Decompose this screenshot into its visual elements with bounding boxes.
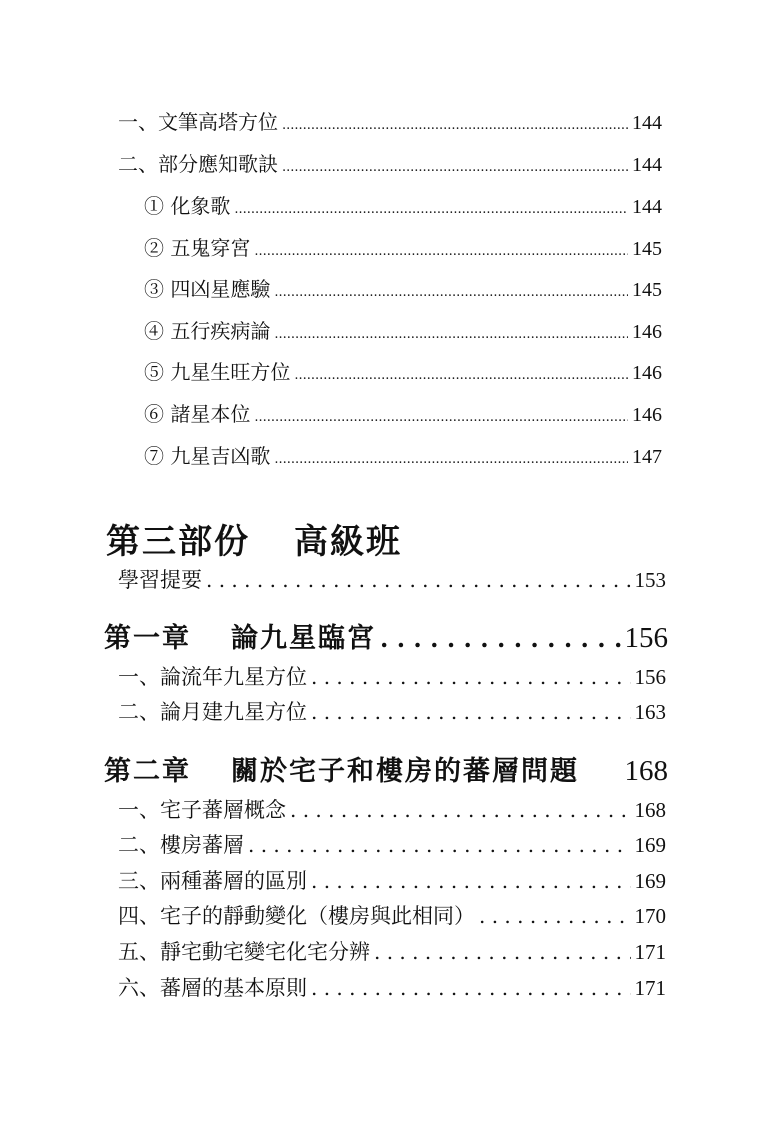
- toc-subentry-label: ④ 五行疾病論: [144, 319, 271, 343]
- toc-entry-page: 144: [632, 154, 662, 176]
- toc-entry-page: 144: [632, 112, 662, 134]
- toc-subentry-page: 145: [632, 238, 662, 260]
- toc-entry-label: 六、蕃層的基本原則: [118, 976, 307, 1000]
- toc-entry-page: 169: [634, 869, 666, 893]
- toc-subentry-page: 146: [632, 321, 662, 343]
- toc-subentry-page: 146: [632, 404, 662, 426]
- chapter-label: [104, 749, 579, 788]
- toc-entry[interactable]: [118, 696, 666, 726]
- toc-entry-label: 二、部分應知歌訣: [118, 152, 278, 176]
- chapter-number: 第一章: [104, 623, 191, 654]
- toc-subentry[interactable]: [144, 315, 662, 344]
- toc-entry-label: 一、文筆高塔方位: [118, 110, 278, 134]
- chapter-heading[interactable]: [104, 749, 668, 788]
- dot-leader: [274, 327, 628, 342]
- dot-leader: [254, 410, 628, 425]
- dot-leader: [479, 904, 631, 928]
- toc-subentry[interactable]: [144, 356, 662, 385]
- toc-entry-summary[interactable]: [118, 564, 666, 594]
- toc-entry-page: 170: [634, 904, 666, 928]
- toc-subentry-label: ② 五鬼穿宮: [144, 236, 251, 260]
- chapter-title: 論九星臨宮: [231, 623, 376, 654]
- chapter-label: [104, 616, 376, 655]
- dot-leader: [311, 665, 631, 689]
- toc-entry-page: 171: [634, 940, 666, 964]
- part-heading: [106, 514, 402, 563]
- toc-entry-page: 171: [634, 976, 666, 1000]
- toc-subentry-label: ① 化象歌: [144, 194, 231, 218]
- toc-subentry-label: ③ 四凶星應驗: [144, 277, 271, 301]
- toc-entry-page: 163: [634, 700, 666, 724]
- dot-leader: [380, 624, 621, 653]
- toc-entry-label: 四、宅子的靜動變化（樓房與此相同）: [118, 904, 475, 928]
- toc-entry[interactable]: [118, 148, 662, 177]
- toc-subentry-label: ⑤ 九星生旺方位: [144, 360, 291, 384]
- toc-subentry[interactable]: [144, 398, 662, 427]
- dot-leader: [311, 976, 631, 1000]
- toc-entry-label: 一、宅子蕃層概念: [118, 798, 286, 822]
- toc-entry[interactable]: [118, 106, 662, 135]
- part-title: 高級班: [294, 522, 402, 562]
- toc-subentry[interactable]: [144, 440, 662, 469]
- dot-leader: [248, 833, 631, 857]
- toc-entry[interactable]: [118, 936, 666, 966]
- toc-entry[interactable]: [118, 865, 666, 895]
- dot-leader: [282, 118, 628, 133]
- dot-leader: [282, 160, 628, 175]
- toc-entry-label: 三、兩種蕃層的區別: [118, 869, 307, 893]
- toc-subentry-page: 147: [632, 446, 662, 468]
- toc-subentry-label: ⑥ 諸星本位: [144, 402, 251, 426]
- toc-subentry-page: 145: [632, 279, 662, 301]
- toc-entry-label: 二、樓房蕃層: [118, 833, 244, 857]
- toc-entry-page: 153: [634, 568, 666, 592]
- dot-leader: [254, 244, 628, 259]
- toc-entry-label: 五、靜宅動宅變宅化宅分辨: [118, 940, 370, 964]
- part-number: 第三部份: [106, 522, 250, 562]
- toc-entry-label: 學習提要: [118, 568, 202, 592]
- toc-entry-page: 156: [634, 665, 666, 689]
- chapter-page: 156: [624, 622, 668, 654]
- toc-entry[interactable]: [118, 794, 666, 824]
- chapter-page: 168: [624, 755, 668, 787]
- dot-leader: [311, 700, 631, 724]
- toc-entry-page: 168: [634, 798, 666, 822]
- dot-leader: [206, 568, 631, 592]
- dot-leader: [294, 368, 628, 383]
- toc-entry-label: 一、論流年九星方位: [118, 665, 307, 689]
- toc-entry[interactable]: [118, 661, 666, 691]
- toc-entry-page: 169: [634, 833, 666, 857]
- dot-leader: [274, 285, 628, 300]
- toc-subentry-label: ⑦ 九星吉凶歌: [144, 444, 271, 468]
- chapter-heading[interactable]: [104, 616, 668, 655]
- toc-subentry[interactable]: [144, 232, 662, 261]
- toc-subentry-page: 144: [632, 196, 662, 218]
- toc-subentry[interactable]: [144, 190, 662, 219]
- dot-leader: [311, 869, 631, 893]
- dot-leader: [274, 452, 628, 467]
- toc-entry[interactable]: [118, 972, 666, 1002]
- toc-subentry-page: 146: [632, 362, 662, 384]
- toc-subentry[interactable]: [144, 273, 662, 302]
- chapter-title: 關於宅子和樓房的蕃層問題: [231, 756, 579, 787]
- dot-leader: [290, 798, 631, 822]
- toc-entry-label: 二、論月建九星方位: [118, 700, 307, 724]
- dot-leader: [374, 940, 631, 964]
- toc-entry[interactable]: [118, 900, 666, 930]
- chapter-number: 第二章: [104, 756, 191, 787]
- dot-leader: [234, 202, 628, 217]
- toc-entry[interactable]: [118, 829, 666, 859]
